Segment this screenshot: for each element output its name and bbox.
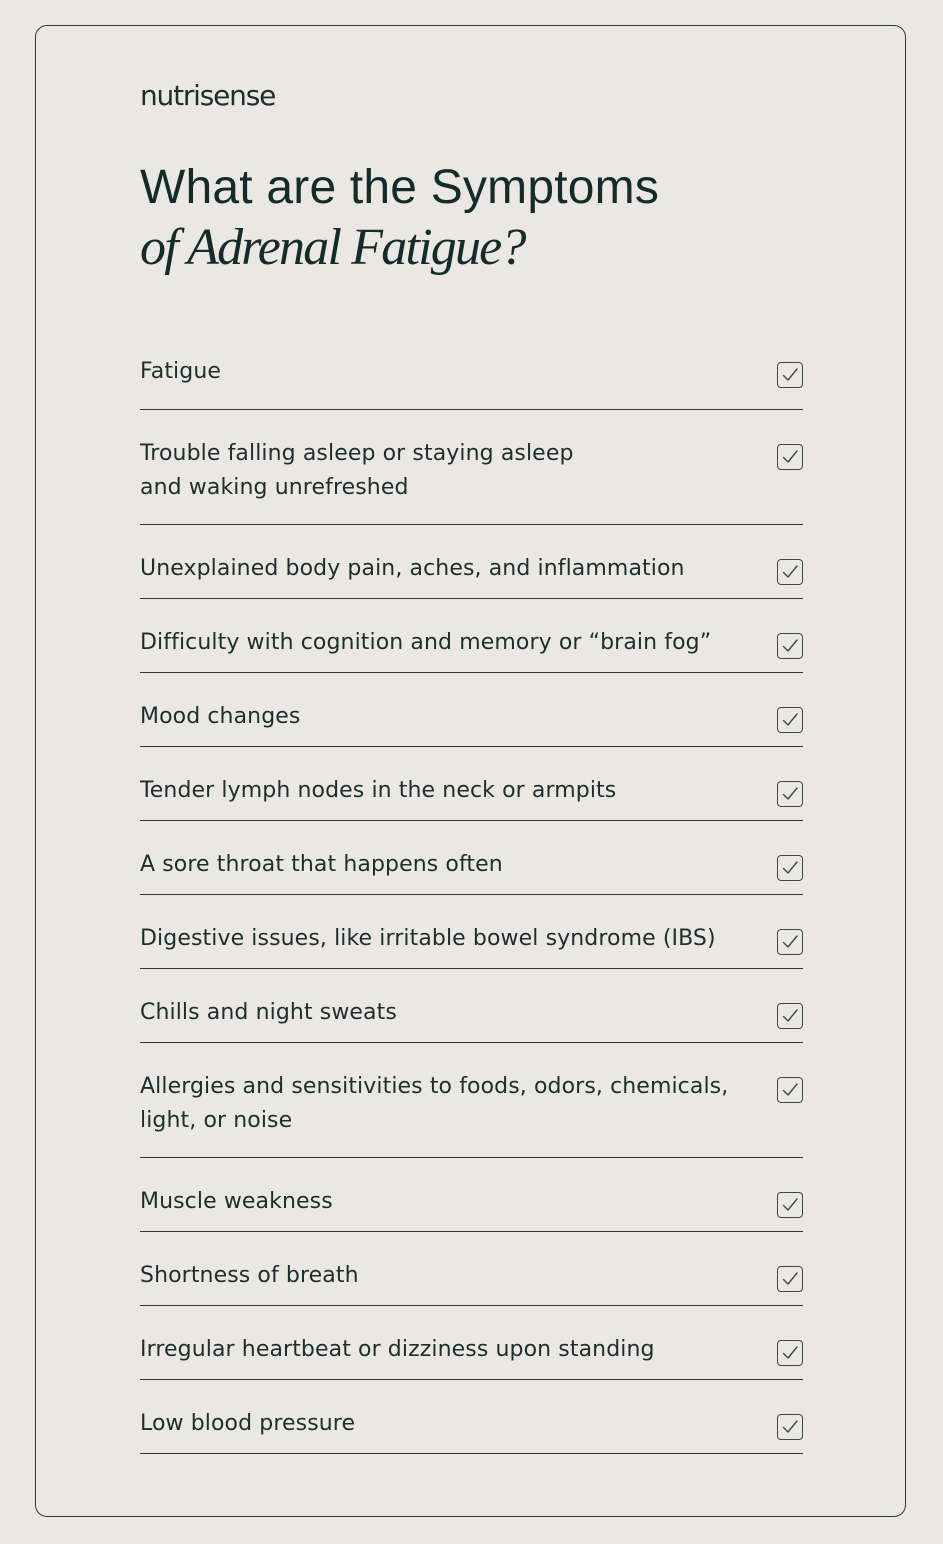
checkbox-checked-icon[interactable] — [777, 444, 803, 470]
symptom-label: Tender lymph nodes in the neck or armpits — [140, 778, 617, 803]
symptom-row — [140, 969, 803, 1043]
symptoms-card — [35, 25, 906, 1517]
symptom-row — [140, 1306, 803, 1380]
symptom-row — [140, 821, 803, 895]
page-title — [140, 160, 659, 280]
symptom-label: Difficulty with cognition and memory or “brain fog” — [140, 630, 712, 655]
symptom-row — [140, 1043, 803, 1158]
checkbox-checked-icon[interactable] — [777, 929, 803, 955]
checkbox-checked-icon[interactable] — [777, 1003, 803, 1029]
symptom-label: Chills and night sweats — [140, 1000, 397, 1025]
symptom-label: A sore throat that happens often — [140, 852, 503, 877]
symptom-label: Mood changes — [140, 704, 301, 729]
checkbox-checked-icon[interactable] — [777, 1266, 803, 1292]
checkbox-checked-icon[interactable] — [777, 1077, 803, 1103]
checkbox-checked-icon[interactable] — [777, 633, 803, 659]
symptom-row — [140, 332, 803, 410]
symptom-label: Fatigue — [140, 359, 221, 384]
symptom-row — [140, 410, 803, 525]
checkbox-checked-icon[interactable] — [777, 559, 803, 585]
symptom-label: Allergies and sensitivities to foods, odors, chemicals, light, or noise — [140, 1074, 729, 1133]
symptom-label: Digestive issues, like irritable bowel syndrome (IBS) — [140, 926, 716, 951]
symptom-row — [140, 525, 803, 599]
symptom-row — [140, 747, 803, 821]
symptom-list — [140, 332, 803, 1454]
symptom-row — [140, 1232, 803, 1306]
title-line-1: What are the Symptoms — [140, 161, 660, 214]
symptom-row — [140, 599, 803, 673]
symptom-label: Shortness of breath — [140, 1263, 359, 1288]
checkbox-checked-icon[interactable] — [777, 362, 803, 388]
symptom-row — [140, 1380, 803, 1454]
symptom-label: Trouble falling asleep or staying asleep and waking unrefreshed — [140, 441, 574, 500]
checkbox-checked-icon[interactable] — [777, 1192, 803, 1218]
checkbox-checked-icon[interactable] — [777, 1340, 803, 1366]
symptom-label: Low blood pressure — [140, 1411, 356, 1436]
symptom-row — [140, 673, 803, 747]
checkbox-checked-icon[interactable] — [777, 707, 803, 733]
checkbox-checked-icon[interactable] — [777, 781, 803, 807]
symptom-row — [140, 1158, 803, 1232]
title-line-2: of Adrenal Fatigue? — [140, 219, 525, 276]
symptom-label: Irregular heartbeat or dizziness upon standing — [140, 1337, 655, 1362]
checkbox-checked-icon[interactable] — [777, 1414, 803, 1440]
brand-logo: nutrisense — [140, 79, 276, 112]
checkbox-checked-icon[interactable] — [777, 855, 803, 881]
symptom-row — [140, 895, 803, 969]
symptom-label: Muscle weakness — [140, 1189, 333, 1214]
symptom-label: Unexplained body pain, aches, and inflammation — [140, 556, 685, 581]
